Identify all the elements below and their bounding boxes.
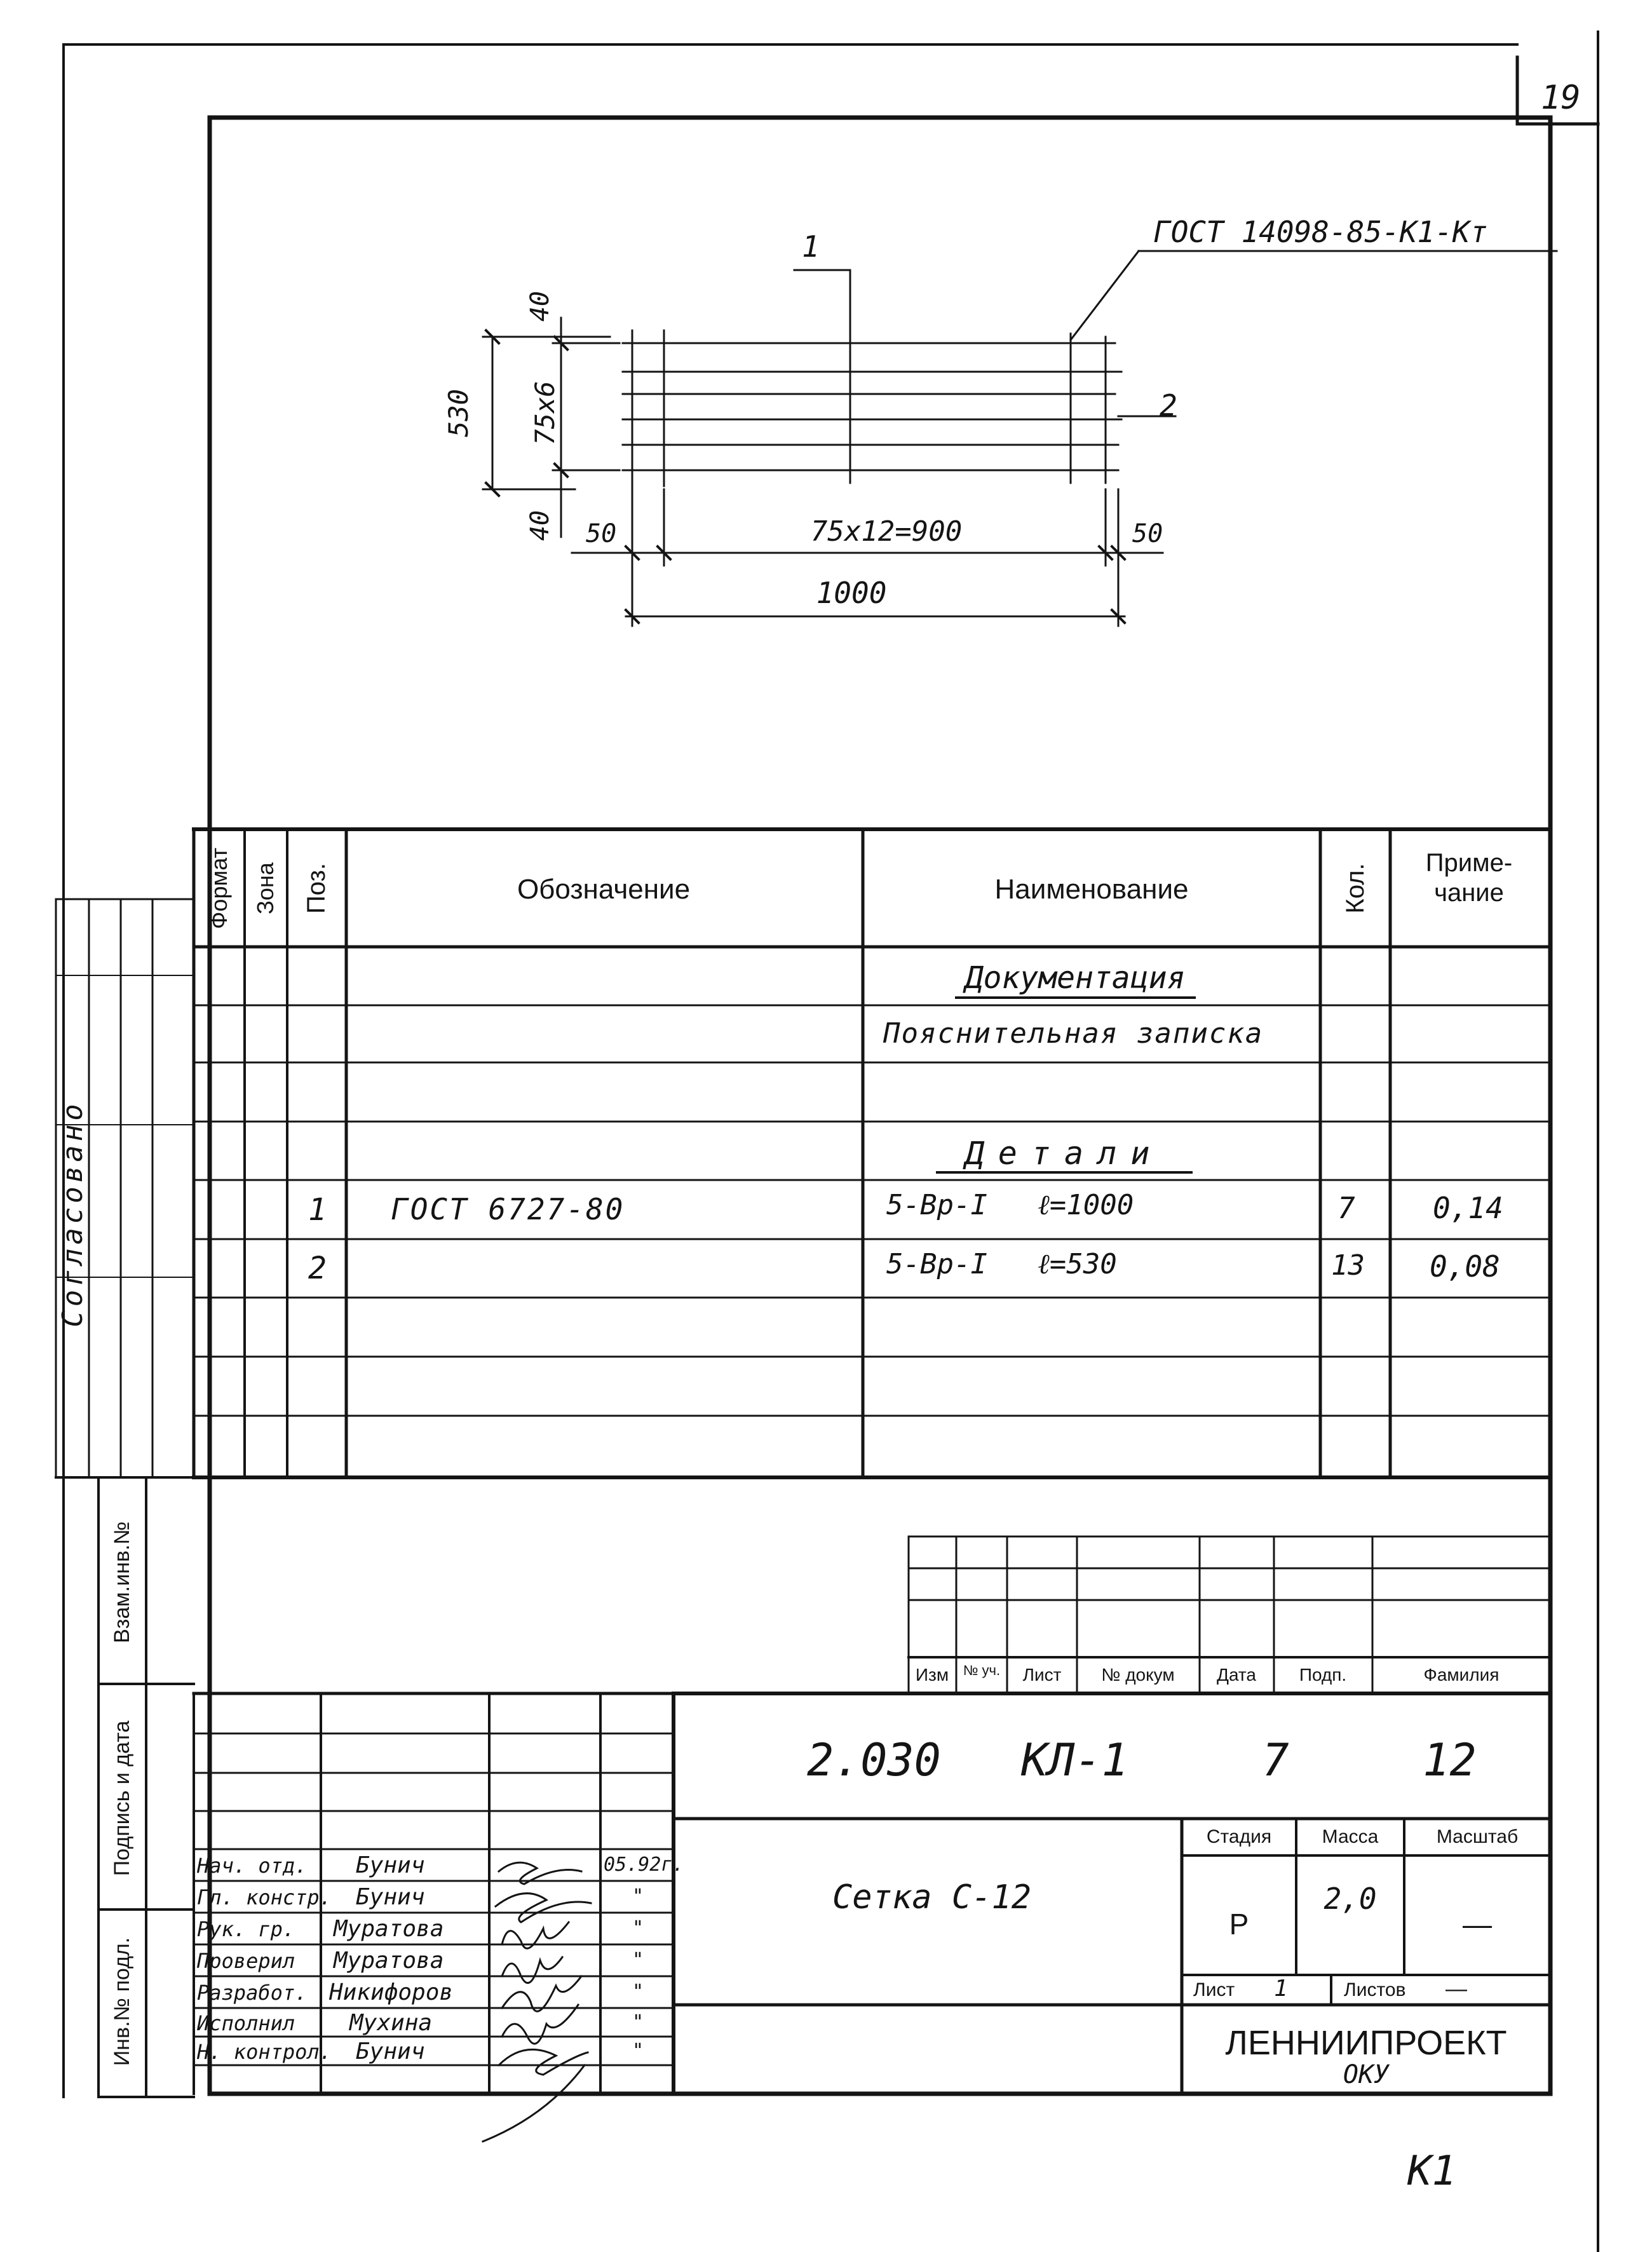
sig-7-name: Бунич	[356, 2038, 425, 2065]
dim-50-right: 50	[1132, 519, 1163, 548]
sig-2-date: "	[632, 1885, 644, 1908]
dim-75x12: 75х12=900	[810, 515, 963, 548]
product-name: Сетка С-12	[832, 1878, 1032, 1916]
sheet-value: 1	[1274, 1976, 1288, 2002]
leader-1-label: 1	[802, 229, 820, 264]
sig-1-date: 05.92г.	[604, 1854, 684, 1876]
corner-mark: К1	[1407, 2148, 1457, 2195]
signature-scribbles	[483, 1862, 591, 2141]
header-format: Формат	[206, 848, 232, 929]
scale-label: Масштаб	[1436, 1826, 1519, 1847]
row-2-note: 0,08	[1430, 1249, 1500, 1284]
header-note-line2: чание	[1434, 879, 1504, 907]
sig-5-date: "	[632, 1981, 644, 2003]
sig-6-name: Мухина	[349, 2010, 433, 2036]
dim-40-top: 40	[525, 290, 555, 322]
sig-7-role: Н. контрол.	[197, 2040, 332, 2064]
sig-4-date: "	[632, 1949, 644, 1971]
header-pos: Поз.	[302, 863, 330, 914]
row-2-pos: 2	[308, 1251, 327, 1286]
row-details-heading: Детали	[965, 1135, 1164, 1172]
dim-1000: 1000	[816, 576, 887, 610]
rev-header-surname: Фамилия	[1423, 1665, 1500, 1685]
dim-530: 530	[443, 389, 474, 437]
side-replacement-inv-label: Взам.инв.№	[110, 1521, 134, 1643]
sig-5-role: Разработ.	[197, 1981, 308, 2005]
sheet-label: Лист	[1193, 1979, 1235, 2000]
sig-7-date: "	[632, 2040, 644, 2062]
rev-header-list: Лист	[1022, 1665, 1062, 1685]
sig-6-date: "	[632, 2011, 644, 2033]
row-documentation-heading: Документация	[965, 960, 1186, 996]
mass-value: 2,0	[1324, 1882, 1377, 1916]
rev-header-uch: № уч.	[963, 1662, 1001, 1678]
header-qty: Кол.	[1341, 863, 1369, 914]
dim-50-left: 50	[586, 519, 617, 548]
sig-3-name: Муратова	[334, 1916, 444, 1942]
dim-75x6: 75х6	[529, 381, 560, 445]
header-note-line1: Приме-	[1425, 849, 1513, 877]
row-1-qty: 7	[1337, 1191, 1355, 1225]
row-1-note: 0,14	[1433, 1191, 1503, 1225]
row-1-name: 5-Вр-I ℓ=1000	[886, 1189, 1134, 1221]
sig-1-role: Нач. отд.	[197, 1854, 308, 1878]
stage-label: Стадия	[1206, 1826, 1272, 1847]
rev-header-date: Дата	[1216, 1665, 1257, 1685]
rev-header-izm: Изм	[915, 1665, 949, 1685]
row-1-designation: ГОСТ 6727-80	[391, 1192, 625, 1226]
side-inv-original-label: Инв.№ подл.	[110, 1937, 134, 2066]
row-explanatory-note: Пояснительная записка	[883, 1017, 1264, 1050]
side-signature-date-label: Подпись и дата	[110, 1720, 134, 1876]
scale-value: —	[1463, 1908, 1492, 1941]
sig-4-role: Проверил	[197, 1949, 295, 1973]
organization-name: ЛЕННИИПРОЕКТ	[1225, 2024, 1507, 2062]
header-zone: Зона	[252, 862, 278, 914]
sheets-label: Листов	[1344, 1979, 1406, 2000]
leader-2-label: 2	[1160, 388, 1177, 423]
sig-3-date: "	[632, 1917, 644, 1939]
document-code: 2.030 КЛ-1 7 12	[807, 1734, 1477, 1786]
sig-4-name: Муратова	[334, 1948, 444, 1974]
mass-label: Масса	[1322, 1826, 1379, 1847]
sheet-number: 19	[1541, 79, 1581, 117]
sig-6-role: Исполнил	[197, 2011, 295, 2035]
row-1-pos: 1	[308, 1192, 327, 1228]
row-2-qty: 13	[1331, 1249, 1365, 1282]
header-designation: Обозначение	[517, 874, 691, 905]
dim-40-bottom: 40	[525, 510, 555, 541]
header-name: Наименование	[994, 874, 1189, 905]
sig-2-name: Бунич	[356, 1884, 425, 1910]
leader-gost-label: ГОСТ 14098-85-К1-Кт	[1153, 215, 1488, 249]
rev-header-sign: Подп.	[1299, 1665, 1347, 1685]
department-name: ОКУ	[1343, 2060, 1390, 2089]
sig-1-name: Бунич	[356, 1852, 425, 1878]
sig-5-name: Никифоров	[329, 1979, 454, 2005]
row-2-name: 5-Вр-I ℓ=530	[886, 1248, 1117, 1280]
side-agreed-label: Согласовано	[57, 1100, 89, 1327]
stage-value: Р	[1229, 1908, 1249, 1941]
sig-3-role: Рук. гр.	[197, 1917, 295, 1941]
sheets-value: —	[1446, 1977, 1467, 2001]
sig-2-role: Гл. констр.	[197, 1885, 332, 1909]
rev-header-doc: № докум	[1101, 1665, 1175, 1685]
